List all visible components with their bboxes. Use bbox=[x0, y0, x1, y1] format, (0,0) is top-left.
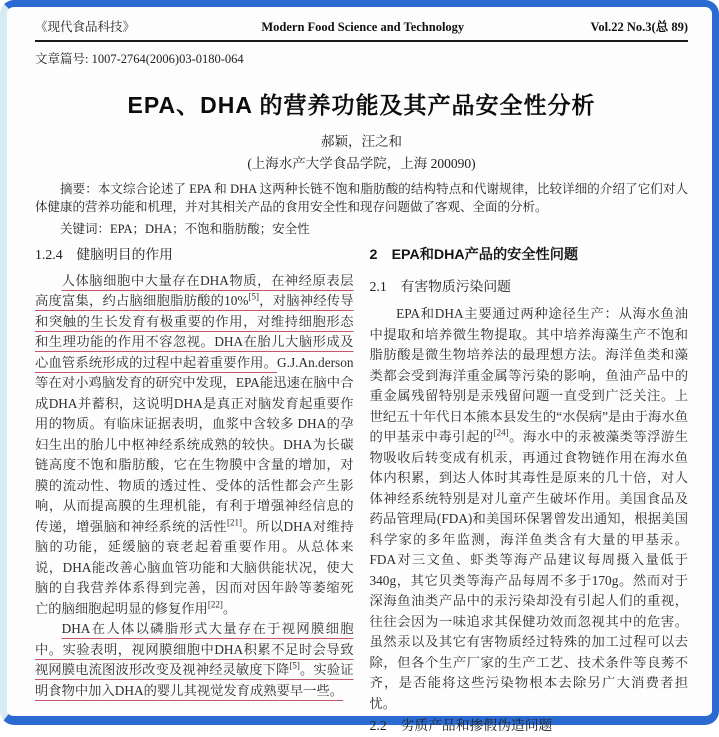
section-heading-2-1: 2.1 有害物质污染问题 bbox=[369, 278, 511, 294]
paragraph-text: 。实验证明食物中加入DHA的婴儿其视觉发育成熟要早一些。 bbox=[35, 662, 354, 698]
keywords bbox=[35, 219, 688, 237]
section-heading-2-2: 2.2 劣质产品和掺假伪造问题 bbox=[369, 718, 553, 733]
paragraph-text: ，对脑神经传导和突触的生长发育有极重要的作用，对维持细胞形态和生理功能的作用不容忽视。DHA在胎儿大脑形成及心血管系统形成的过程中起着重要作用。 bbox=[35, 293, 354, 370]
paragraph-text: 人体脑细胞中大量存在DHA物质，在神经原表层高度富集，约占脑细胞脂肪酸的10% bbox=[35, 272, 354, 308]
paragraph-text: 。 bbox=[222, 600, 237, 616]
two-column-body bbox=[35, 245, 688, 737]
section-heading-2: 2 EPA和DHA产品的安全性问题 bbox=[369, 247, 579, 263]
paragraph-text: DHA在人体以磷脂形式大量存在于视网膜细胞中。实验表明，视网膜细胞中DHA积累不足时会导致视网膜电流图波形改变及视神经灵敏度下降 bbox=[35, 621, 354, 677]
paragraph-text: G.J.An.derson等在对小鸡脑发育的研究中发现，EPA能迅速在脑中合成DHA并蓄积，这说明DHA是真正对脑发育起重要作用的物质。有临床证据表明，血浆中含较多 DHA的孕妇生出的胎儿中枢神经系统成熟的较快。DHA为长碳链高度不饱和脂肪酸，它在生物膜中含量的增加，对膜的流动性、物质的透过性、受体的活性都会产生影响，从而提高膜的生理机能，有利于增强神经信息的传递，增强脑和神经系统的活性 bbox=[35, 354, 354, 534]
paragraph-text: 。所以DHA对维持脑的功能，延缓脑的衰老起着重要作用。从总体来说，DHA能改善心脑血管功能和大脑供能状况，使大脑的自我营养体系得到完善，因而对因年龄等萎缩死亡的脑细胞起明显的修复作用 bbox=[35, 518, 354, 616]
affiliation: (上海水产大学食品学院，上海 200090) bbox=[247, 156, 476, 171]
red-underlined-passage bbox=[35, 621, 354, 698]
citation-marker: [21] bbox=[227, 517, 242, 528]
citation-marker: [22] bbox=[207, 599, 223, 610]
journal-header bbox=[35, 17, 688, 42]
right-column bbox=[370, 245, 689, 737]
citation-marker: [24] bbox=[493, 427, 509, 438]
article-number: 文章篇号: 1007-2764(2006)03-0180-064 bbox=[35, 52, 244, 66]
paragraph-text: 。海水中的汞被藻类等浮游生物吸收后转变成有机汞，再通过食物链作用在海水鱼体内积累，到达人体时其毒性是原来的几十倍，对人体神经系统特别是对儿童产生破坏作用。美国食品及药品管理局(FDA)和美国环保署曾发出通知，根据美国科学家的多年监测，海洋鱼类含有大量的甲基汞。FDA对三文鱼、虾类等海产品建议每周摄入量低于340g，其它贝类等海产品每周不多于170g。然而对于深海鱼油类产品中的汞污染却没有引起人们的重视，往往会因为一味追求其保健功效而忽视其中的危害。虽然汞以及其它有害物质经过特殊的加工过程可以去除，但各个生产厂家的生产工艺、技术条件等良莠不齐，是否能将这些污染物根本去除另广大消费者担忧。 bbox=[369, 429, 689, 711]
keywords-label: 关键词： bbox=[60, 222, 111, 236]
abstract-text: 本文综合论述了 EPA 和 DHA 这两种长链不饱和脂肪酸的结构特点和代谢规律，比较详细的介绍了它们对人体健康的营养功能和机理，并对其相关产品的食用安全性和现存问题做了客观、全面的分析。 bbox=[35, 182, 688, 214]
keywords-text: EPA；DHA；不饱和脂肪酸；安全性 bbox=[110, 222, 310, 236]
authors: 郝颖，汪之和 bbox=[321, 134, 402, 149]
section-heading-1-2-4: 1.2.4 健脑明目的作用 bbox=[35, 247, 173, 262]
paragraph-text: EPA和DHA主要通过两种途径生产：从海水鱼油中提取和培养微生物提取。其中培养海藻生产不饱和脂肪酸是微生物培养法的最理想方法。海洋鱼类和藻类都会受到海洋重金属等污染的影响，鱼油产品中的重金属残留特别是汞残留问题一直受到广泛关注。上世纪五十年代日本熊本县发生的“水俣病”是由于海水鱼的甲基汞中毒引起的 bbox=[369, 306, 688, 444]
abstract-label: 摘要： bbox=[60, 182, 98, 196]
citation-marker: [5] bbox=[289, 660, 300, 671]
paper-title: EPA、DHA 的营养功能及其产品安全性分析 bbox=[127, 92, 596, 118]
paragraph bbox=[370, 304, 689, 714]
journal-name-en: Modern Food Science and Technology bbox=[261, 20, 465, 34]
paragraph bbox=[35, 271, 354, 620]
abstract bbox=[35, 180, 688, 216]
paragraph bbox=[35, 619, 354, 701]
journal-name-cn: 《现代食品科技》 bbox=[35, 20, 136, 34]
issue-info: Vol.22 No.3(总 89) bbox=[590, 20, 688, 34]
left-column bbox=[35, 245, 354, 737]
citation-marker: [5] bbox=[248, 291, 259, 302]
